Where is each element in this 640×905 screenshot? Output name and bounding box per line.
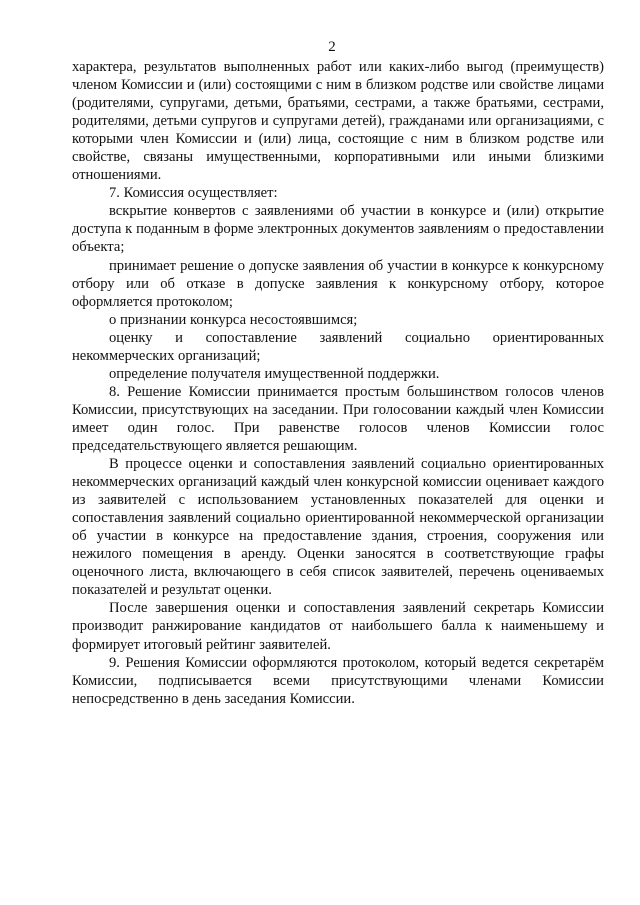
paragraph-item-9-protocol: 9. Решения Комиссии оформляются протоколом, который ведется секретарём Комиссии, подписывается всеми присутствующими членами Комиссии непосредственно в день заседания Комиссии. bbox=[72, 654, 604, 707]
paragraph-admission-decision: принимает решение о допуске заявления об участии в конкурсе к конкурсному отбору или об отказе в допуске заявления к конкурсному отбору, которое оформляется протоколом; bbox=[72, 257, 604, 310]
page-number: 2 bbox=[328, 39, 336, 55]
paragraph-item-8-voting: 8. Решение Комиссии принимается простым большинством голосов членов Комиссии, присутствующих на заседании. При голосовании каждый член Комиссии имеет один голос. При равенстве голосов членов Комиссии голос председательствующего является решающим. bbox=[72, 383, 604, 454]
paragraph-conflict-of-interest-continuation: характера, результатов выполненных работ или каких-либо выгод (преимуществ) членом Комиссии и (или) состоящими с ним в близком родстве или свойстве лицами (родителями, супругами, детьми, братьями, сестрами, а также братьями, сестрами, родителями, детьми супругов и супругами детей), гражданами или организациями, с которыми член Комиссии и (или) лица, состоящие с ним в близком родстве или свойстве, связаны имущественными, корпоративными или иными близкими отношениями. bbox=[72, 59, 604, 184]
paragraph-evaluation-process: В процессе оценки и сопоставления заявлений социально ориентированных некоммерческих организаций каждый член конкурсной комиссии оценивает каждого из заявителей с использованием установленных показателей для оценки и сопоставления заявлений социально ориентированной некоммерческой организации об участии в конкурсе на предоставление здания, строения, сооружения или нежилого помещения в аренду. Оценки заносятся в соответствующие графы оценочного листа, включающего в себя список заявителей, перечень оцениваемых показателей и результат оценки. bbox=[72, 456, 604, 599]
paragraph-evaluation-comparison: оценку и сопоставление заявлений социально ориентированных некоммерческих организаций; bbox=[72, 329, 604, 364]
paragraph-opening-envelopes: вскрытие конвертов с заявлениями об участии в конкурсе и (или) открытие доступа к поданным в форме электронных документов заявлениям о предоставлении объекта; bbox=[72, 203, 604, 256]
paragraph-contest-failed: о признании конкурса несостоявшимся; bbox=[109, 311, 358, 328]
paragraph-recipient-determination: определение получателя имущественной поддержки. bbox=[109, 365, 440, 382]
paragraph-ranking: После завершения оценки и сопоставления заявлений секретарь Комиссии производит ранжирование кандидатов от наибольшего балла к наименьшему и формирует итоговый рейтинг заявителей. bbox=[72, 600, 604, 653]
paragraph-item-7-heading: 7. Комиссия осуществляет: bbox=[109, 185, 278, 202]
